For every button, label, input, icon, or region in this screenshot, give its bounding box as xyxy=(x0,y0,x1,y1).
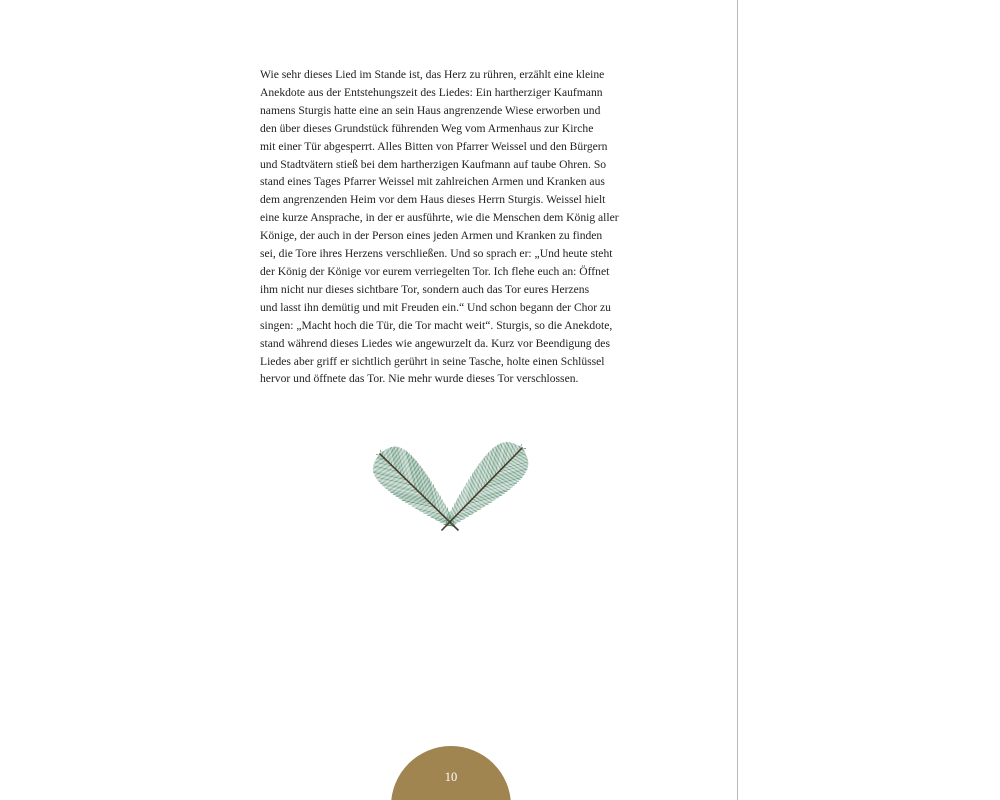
text-line: Anekdote aus der Entstehungszeit des Liedes: Ein hartherziger Kaufmann xyxy=(260,85,603,99)
anecdote-paragraph xyxy=(260,66,652,388)
text-line: und lasst ihn demütig und mit Freuden ein.“ Und schon begann der Chor zu xyxy=(260,300,611,314)
text-line: singen: „Macht hoch die Tür, die Tor macht weit“. Sturgis, so die Anekdote, xyxy=(260,318,613,332)
text-line: ihm nicht nur dieses sichtbare Tor, sondern auch das Tor eures Herzens xyxy=(260,282,590,296)
text-line: und Stadtvätern stieß bei dem hartherzigen Kaufmann auf taube Ohren. So xyxy=(260,157,607,171)
pine-branch-icon xyxy=(370,440,532,544)
text-line: stand während dieses Liedes wie angewurzelt da. Kurz vor Beendigung des xyxy=(260,336,610,350)
text-line: mit einer Tür abgesperrt. Alles Bitten von Pfarrer Weissel und den Bürgern xyxy=(260,139,608,153)
text-line: Liedes aber griff er sichtlich gerührt in seine Tasche, holte einen Schlüssel xyxy=(260,354,605,368)
text-line: stand eines Tages Pfarrer Weissel mit zahlreichen Armen und Kranken aus xyxy=(260,175,605,189)
text-line: eine kurze Ansprache, in der er ausführte, wie die Menschen dem König aller xyxy=(260,211,619,225)
text-line: Wie sehr dieses Lied im Stande ist, das Herz zu rühren, erzählt eine kleine xyxy=(260,68,605,81)
text-line: der König der Könige vor eurem verriegelten Tor. Ich flehe euch an: Öffnet xyxy=(260,264,610,278)
text-line: dem angrenzenden Heim vor dem Haus dieses Herrn Sturgis. Weissel hielt xyxy=(260,193,606,207)
text-line: Könige, der auch in der Person eines jeden Armen und Kranken zu finden xyxy=(260,229,603,243)
text-line: den über dieses Grundstück führenden Weg vom Armenhaus zur Kirche xyxy=(260,121,594,135)
page-number: 10 xyxy=(444,770,458,784)
text-line: hervor und öffnete das Tor. Nie mehr wurde dieses Tor verschlossen. xyxy=(260,372,579,386)
text-line: sei, die Tore ihres Herzens verschließen. Und so sprach er: „Und heute steht xyxy=(260,247,613,261)
text-line: namens Sturgis hatte eine an sein Haus angrenzende Wiese erworben und xyxy=(260,103,601,117)
page-edge-divider xyxy=(737,0,738,800)
